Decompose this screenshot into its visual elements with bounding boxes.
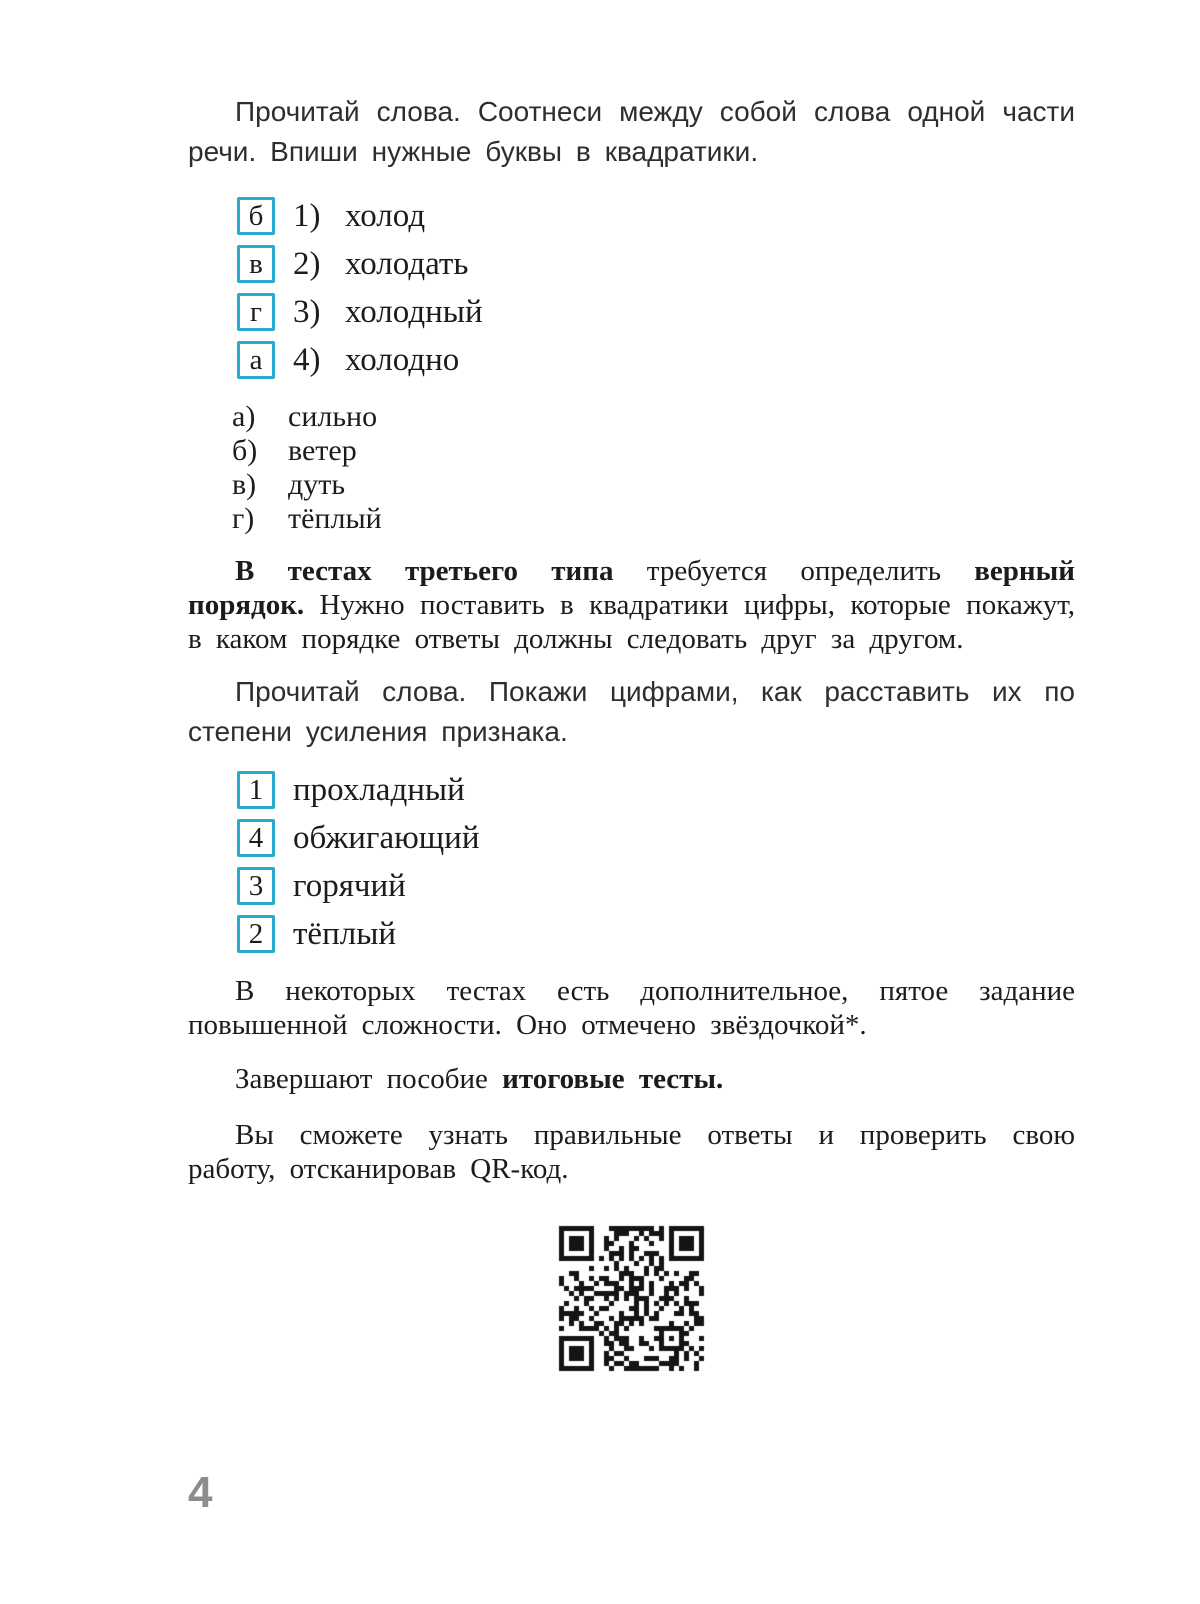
qr-code-container	[188, 1224, 1075, 1374]
page-number: 4	[188, 1468, 213, 1517]
qr-instruction-paragraph: Вы сможете узнать правильные ответы и проверить свою работу, отсканировав QR-код.	[188, 1119, 1075, 1185]
answer-number-box: 3	[237, 867, 275, 905]
order-word: горячий	[293, 867, 406, 904]
qr-code	[557, 1224, 707, 1374]
option-letter: г)	[232, 502, 255, 535]
type3-paragraph: В тестах третьего типа требуется определить верный порядок. Нужно поставить в квадратики цифры, которые покажут, в каком порядке ответы должны следовать друг за другом.	[188, 555, 1075, 655]
options-list-item	[232, 400, 1075, 434]
option-word: тёплый	[288, 502, 382, 535]
item-word: холодно	[345, 341, 460, 378]
options-list-item	[232, 468, 1075, 502]
matching-list-item	[237, 240, 1075, 288]
option-word: ветер	[288, 434, 357, 467]
answer-letter-box: а	[237, 341, 275, 379]
option-word: дуть	[288, 468, 346, 501]
matching-list-item	[237, 192, 1075, 240]
options-list	[232, 400, 1075, 536]
item-word: холодный	[345, 293, 483, 330]
item-number: 3)	[293, 293, 321, 330]
order-list-item	[237, 910, 1075, 958]
matching-list-item	[237, 336, 1075, 384]
option-letter: в)	[232, 468, 257, 501]
options-list-item	[232, 502, 1075, 536]
answer-letter-box: г	[237, 293, 275, 331]
options-list-item	[232, 434, 1075, 468]
option-word: сильно	[288, 400, 378, 433]
answer-letter-box: б	[237, 197, 275, 235]
order-list-item	[237, 862, 1075, 910]
answer-number-box: 4	[237, 819, 275, 857]
order-word: тёплый	[293, 915, 397, 952]
item-word: холод	[345, 197, 426, 234]
star-note-paragraph: В некоторых тестах есть дополнительное, пятое задание повышенной сложности. Оно отмечено звёздочкой*.	[188, 975, 1075, 1041]
matching-list	[237, 192, 1075, 384]
order-list-item	[237, 766, 1075, 814]
option-letter: б)	[232, 434, 258, 467]
order-list	[237, 766, 1075, 958]
intro-paragraph-1: Прочитай слова. Соотнеси между собой слова одной части речи. Впиши нужные буквы в квадратики.	[188, 96, 1075, 167]
item-number: 1)	[293, 197, 321, 234]
order-list-item	[237, 814, 1075, 862]
intro-paragraph-2: Прочитай слова. Покажи цифрами, как расставить их по степени усиления признака.	[188, 676, 1075, 747]
order-word: обжигающий	[293, 819, 480, 856]
page-content	[188, 92, 1075, 1374]
item-number: 2)	[293, 245, 321, 282]
item-number: 4)	[293, 341, 321, 378]
answer-number-box: 2	[237, 915, 275, 953]
answer-number-box: 1	[237, 771, 275, 809]
matching-list-item	[237, 288, 1075, 336]
answer-letter-box: в	[237, 245, 275, 283]
order-word: прохладный	[293, 771, 465, 808]
item-word: холодать	[345, 245, 469, 282]
option-letter: а)	[232, 400, 256, 433]
final-tests-paragraph: Завершают пособие итоговые тесты.	[235, 1063, 724, 1095]
